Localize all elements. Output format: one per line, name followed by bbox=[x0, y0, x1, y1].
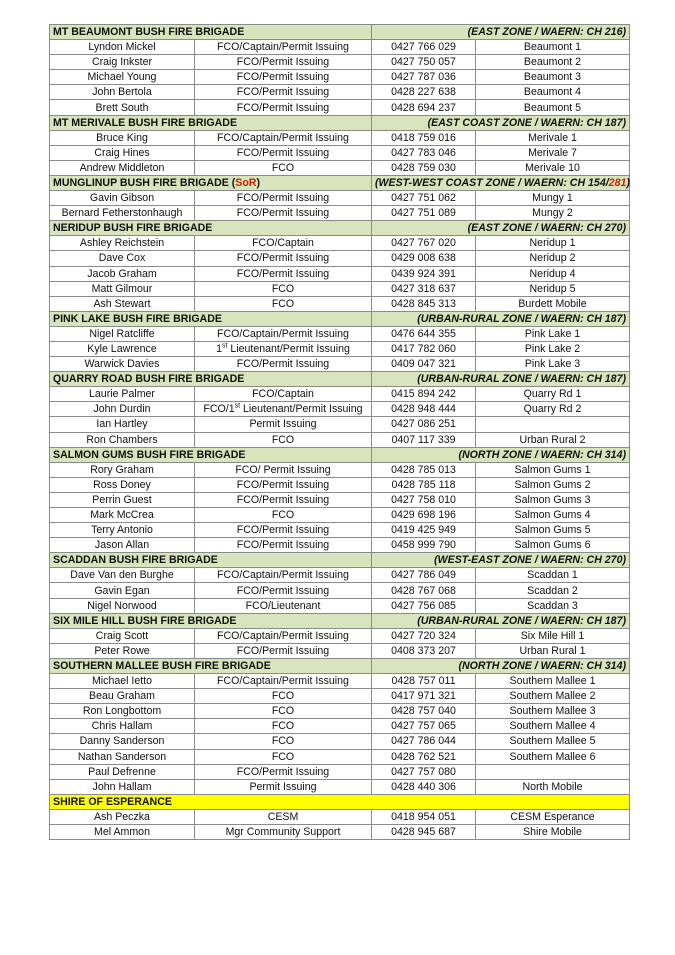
brigade-zone bbox=[372, 221, 630, 236]
table-row bbox=[50, 643, 630, 658]
contact-phone: 0429 008 638 bbox=[372, 251, 476, 266]
contact-name: Laurie Palmer bbox=[50, 387, 195, 402]
contact-phone: 0427 786 049 bbox=[372, 568, 476, 583]
contact-role: FCO bbox=[195, 432, 372, 447]
table-row bbox=[50, 402, 630, 417]
contact-phone: 0428 757 011 bbox=[372, 674, 476, 689]
radio-callsign: Mungy 1 bbox=[476, 191, 630, 206]
contact-role: FCO/Permit Issuing bbox=[195, 251, 372, 266]
contact-name: Matt Gilmour bbox=[50, 281, 195, 296]
brigade-name-text: QUARRY ROAD BUSH FIRE BRIGADE bbox=[53, 373, 245, 386]
contact-phone: 0428 694 237 bbox=[372, 100, 476, 115]
table-row bbox=[50, 538, 630, 553]
radio-callsign: Shire Mobile bbox=[476, 824, 630, 839]
contact-role: FCO/Lieutenant bbox=[195, 598, 372, 613]
table-row bbox=[50, 674, 630, 689]
brigade-zone-text: (EAST ZONE / WAERN: CH 216) bbox=[467, 26, 626, 39]
table-row bbox=[50, 568, 630, 583]
contact-phone: 0427 756 085 bbox=[372, 598, 476, 613]
contact-role: FCO/Captain/Permit Issuing bbox=[195, 674, 372, 689]
contact-name: Ian Hartley bbox=[50, 417, 195, 432]
brigade-zone-text: (EAST COAST ZONE / WAERN: CH 187) bbox=[427, 116, 626, 129]
brigade-zone bbox=[372, 311, 630, 326]
brigade-name-text: SOUTHERN MALLEE BUSH FIRE BRIGADE bbox=[53, 659, 271, 672]
contact-phone: 0427 783 046 bbox=[372, 145, 476, 160]
contact-name: Terry Antonio bbox=[50, 523, 195, 538]
brigade-name-text: SIX MILE HILL BUSH FIRE BRIGADE bbox=[53, 614, 237, 627]
radio-callsign: Merivale 1 bbox=[476, 130, 630, 145]
table-row bbox=[50, 432, 630, 447]
radio-callsign: Beaumont 4 bbox=[476, 85, 630, 100]
table-row bbox=[50, 749, 630, 764]
contact-phone: 0427 757 080 bbox=[372, 764, 476, 779]
table-row bbox=[50, 281, 630, 296]
contact-name: Mark McCrea bbox=[50, 508, 195, 523]
contact-role: FCO bbox=[195, 508, 372, 523]
brigade-name-text: PINK LAKE BUSH FIRE BRIGADE bbox=[53, 312, 222, 325]
contact-role: Mgr Community Support bbox=[195, 824, 372, 839]
brigade-name-tail: ) bbox=[256, 176, 260, 189]
brigade-name-text: NERIDUP BUSH FIRE BRIGADE bbox=[53, 222, 213, 235]
contact-name: Bernard Fetherstonhaugh bbox=[50, 206, 195, 221]
radio-callsign: North Mobile bbox=[476, 779, 630, 794]
radio-callsign: Neridup 2 bbox=[476, 251, 630, 266]
table-row bbox=[50, 357, 630, 372]
radio-callsign: Salmon Gums 6 bbox=[476, 538, 630, 553]
brigade-zone-text: (URBAN-RURAL ZONE / WAERN: CH 187) bbox=[417, 614, 626, 627]
radio-callsign: Salmon Gums 2 bbox=[476, 477, 630, 492]
table-row bbox=[50, 55, 630, 70]
contact-name: Warwick Davies bbox=[50, 357, 195, 372]
radio-callsign: Quarry Rd 1 bbox=[476, 387, 630, 402]
contact-name: Craig Scott bbox=[50, 628, 195, 643]
radio-callsign: Salmon Gums 5 bbox=[476, 523, 630, 538]
contact-role: FCO/ Permit Issuing bbox=[195, 462, 372, 477]
brigade-name-text: SALMON GUMS BUSH FIRE BRIGADE bbox=[53, 448, 246, 461]
table-row bbox=[50, 296, 630, 311]
contact-phone: 0427 751 089 bbox=[372, 206, 476, 221]
contact-role: FCO bbox=[195, 719, 372, 734]
radio-callsign bbox=[476, 764, 630, 779]
radio-callsign: Pink Lake 2 bbox=[476, 341, 630, 356]
contact-phone: 0427 786 044 bbox=[372, 734, 476, 749]
brigade-zone-text: (WEST-WEST COAST ZONE / WAERN: CH 154/ bbox=[375, 176, 609, 189]
contact-name: Dave Cox bbox=[50, 251, 195, 266]
table-row bbox=[50, 508, 630, 523]
radio-callsign: Pink Lake 1 bbox=[476, 326, 630, 341]
contact-role: Permit Issuing bbox=[195, 779, 372, 794]
contact-name: Michael Young bbox=[50, 70, 195, 85]
contact-role: FCO/Captain/Permit Issuing bbox=[195, 326, 372, 341]
contact-name: Brett South bbox=[50, 100, 195, 115]
brigade-zone-text: (NORTH ZONE / WAERN: CH 314) bbox=[458, 448, 626, 461]
contact-phone: 0418 954 051 bbox=[372, 809, 476, 824]
contact-name: Nigel Ratcliffe bbox=[50, 326, 195, 341]
contact-name: Andrew Middleton bbox=[50, 160, 195, 175]
table-row bbox=[50, 523, 630, 538]
contact-phone: 0407 117 339 bbox=[372, 432, 476, 447]
contact-phone: 0428 767 068 bbox=[372, 583, 476, 598]
contact-role: FCO/Permit Issuing bbox=[195, 100, 372, 115]
contact-role: FCO/Permit Issuing bbox=[195, 477, 372, 492]
contact-name: Ashley Reichstein bbox=[50, 236, 195, 251]
contact-name: Nigel Norwood bbox=[50, 598, 195, 613]
contact-name: Ash Peczka bbox=[50, 809, 195, 824]
brigade-contact-table bbox=[49, 24, 630, 840]
radio-callsign: Scaddan 2 bbox=[476, 583, 630, 598]
contact-phone: 0427 751 062 bbox=[372, 191, 476, 206]
radio-callsign: Salmon Gums 1 bbox=[476, 462, 630, 477]
brigade-zone bbox=[372, 115, 630, 130]
contact-name: Peter Rowe bbox=[50, 643, 195, 658]
radio-callsign: CESM Esperance bbox=[476, 809, 630, 824]
brigade-zone bbox=[372, 372, 630, 387]
contact-role: FCO/Captain bbox=[195, 236, 372, 251]
brigade-zone-text: (EAST ZONE / WAERN: CH 270) bbox=[467, 222, 626, 235]
section-header bbox=[50, 447, 630, 462]
contact-role-text: FCO/1 bbox=[203, 403, 235, 416]
section-header bbox=[50, 115, 630, 130]
radio-callsign bbox=[476, 417, 630, 432]
contact-name: Ron Chambers bbox=[50, 432, 195, 447]
brigade-zone-highlight: 281 bbox=[608, 176, 627, 189]
contact-name: Michael Ietto bbox=[50, 674, 195, 689]
radio-callsign: Southern Mallee 3 bbox=[476, 704, 630, 719]
contact-name: Paul Defrenne bbox=[50, 764, 195, 779]
table-row bbox=[50, 40, 630, 55]
section-header bbox=[50, 553, 630, 568]
brigade-name-text: MT BEAUMONT BUSH FIRE BRIGADE bbox=[53, 26, 245, 39]
table-row bbox=[50, 191, 630, 206]
section-header bbox=[50, 658, 630, 673]
contact-name: Gavin Egan bbox=[50, 583, 195, 598]
contact-phone: 0427 750 057 bbox=[372, 55, 476, 70]
brigade-zone bbox=[372, 553, 630, 568]
contact-name: Ron Longbottom bbox=[50, 704, 195, 719]
contact-role: FCO/Permit Issuing bbox=[195, 266, 372, 281]
brigade-name-highlight: SoR bbox=[235, 176, 257, 189]
contact-role: FCO/Captain/Permit Issuing bbox=[195, 40, 372, 55]
table-row bbox=[50, 145, 630, 160]
contact-role: FCO/Permit Issuing bbox=[195, 357, 372, 372]
contact-name: Dave Van den Burghe bbox=[50, 568, 195, 583]
brigade-name bbox=[50, 553, 372, 568]
contact-phone: 0427 318 637 bbox=[372, 281, 476, 296]
contact-phone: 0427 767 020 bbox=[372, 236, 476, 251]
radio-callsign: Beaumont 1 bbox=[476, 40, 630, 55]
brigade-zone-text: (URBAN-RURAL ZONE / WAERN: CH 187) bbox=[417, 373, 626, 386]
section-header bbox=[50, 25, 630, 40]
brigade-zone bbox=[372, 175, 630, 190]
contact-phone: 0428 440 306 bbox=[372, 779, 476, 794]
contact-name: Kyle Lawrence bbox=[50, 341, 195, 356]
contact-role: FCO bbox=[195, 689, 372, 704]
contact-role: FCO/Captain/Permit Issuing bbox=[195, 628, 372, 643]
contact-role: FCO/Permit Issuing bbox=[195, 85, 372, 100]
brigade-name bbox=[50, 794, 630, 809]
contact-phone: 0458 999 790 bbox=[372, 538, 476, 553]
radio-callsign: Mungy 2 bbox=[476, 206, 630, 221]
radio-callsign: Beaumont 3 bbox=[476, 70, 630, 85]
contact-role: FCO/Permit Issuing bbox=[195, 643, 372, 658]
ordinal-suffix: st bbox=[221, 342, 228, 350]
brigade-name bbox=[50, 447, 372, 462]
contact-role: FCO/Permit Issuing bbox=[195, 145, 372, 160]
contact-phone: 0427 766 029 bbox=[372, 40, 476, 55]
section-header bbox=[50, 311, 630, 326]
contact-role: FCO/Permit Issuing bbox=[195, 523, 372, 538]
table-row bbox=[50, 779, 630, 794]
radio-callsign: Urban Rural 1 bbox=[476, 643, 630, 658]
brigade-name-text: MUNGLINUP BUSH FIRE BRIGADE ( bbox=[53, 176, 236, 189]
contact-role: FCO/Captain/Permit Issuing bbox=[195, 568, 372, 583]
contact-name: Jason Allan bbox=[50, 538, 195, 553]
brigade-name bbox=[50, 613, 372, 628]
contact-phone: 0419 425 949 bbox=[372, 523, 476, 538]
contact-phone: 0428 759 030 bbox=[372, 160, 476, 175]
radio-callsign: Neridup 4 bbox=[476, 266, 630, 281]
radio-callsign: Six Mile Hill 1 bbox=[476, 628, 630, 643]
section-header bbox=[50, 175, 630, 190]
contact-role: FCO/Permit Issuing bbox=[195, 583, 372, 598]
radio-callsign: Neridup 5 bbox=[476, 281, 630, 296]
contact-role: FCO bbox=[195, 704, 372, 719]
contact-name: Nathan Sanderson bbox=[50, 749, 195, 764]
brigade-zone bbox=[372, 25, 630, 40]
table-row bbox=[50, 477, 630, 492]
radio-callsign: Pink Lake 3 bbox=[476, 357, 630, 372]
table-row bbox=[50, 85, 630, 100]
contact-name: Rory Graham bbox=[50, 462, 195, 477]
radio-callsign: Scaddan 1 bbox=[476, 568, 630, 583]
radio-callsign: Merivale 7 bbox=[476, 145, 630, 160]
radio-callsign: Urban Rural 2 bbox=[476, 432, 630, 447]
contact-role: FCO bbox=[195, 749, 372, 764]
table-row bbox=[50, 719, 630, 734]
table-row bbox=[50, 417, 630, 432]
brigade-zone-tail: ) bbox=[626, 176, 630, 189]
contact-phone: 0418 759 016 bbox=[372, 130, 476, 145]
contact-name: Ash Stewart bbox=[50, 296, 195, 311]
contact-phone: 0415 894 242 bbox=[372, 387, 476, 402]
section-header bbox=[50, 372, 630, 387]
brigade-name-text: MT MERIVALE BUSH FIRE BRIGADE bbox=[53, 116, 238, 129]
radio-callsign: Beaumont 2 bbox=[476, 55, 630, 70]
brigade-zone-text: (URBAN-RURAL ZONE / WAERN: CH 187) bbox=[417, 312, 626, 325]
brigade-name bbox=[50, 311, 372, 326]
table-row bbox=[50, 251, 630, 266]
brigade-zone-text: (WEST-EAST ZONE / WAERN: CH 270) bbox=[434, 554, 626, 567]
contact-role: CESM bbox=[195, 809, 372, 824]
table-row bbox=[50, 206, 630, 221]
table-row bbox=[50, 492, 630, 507]
table-row bbox=[50, 598, 630, 613]
table-row bbox=[50, 734, 630, 749]
contact-name: Gavin Gibson bbox=[50, 191, 195, 206]
contact-phone: 0428 227 638 bbox=[372, 85, 476, 100]
contact-role: FCO/Captain bbox=[195, 387, 372, 402]
contact-phone: 0428 762 521 bbox=[372, 749, 476, 764]
contact-name: Danny Sanderson bbox=[50, 734, 195, 749]
table-row bbox=[50, 462, 630, 477]
brigade-name bbox=[50, 175, 372, 190]
table-row bbox=[50, 583, 630, 598]
section-header bbox=[50, 221, 630, 236]
brigade-zone bbox=[372, 658, 630, 673]
contact-role: FCO/Permit Issuing bbox=[195, 70, 372, 85]
contact-name: Beau Graham bbox=[50, 689, 195, 704]
table-row bbox=[50, 130, 630, 145]
table-row bbox=[50, 387, 630, 402]
contact-phone: 0427 787 036 bbox=[372, 70, 476, 85]
contact-role bbox=[195, 341, 372, 356]
table-row bbox=[50, 236, 630, 251]
contact-name: Mel Ammon bbox=[50, 824, 195, 839]
contact-phone: 0428 757 040 bbox=[372, 704, 476, 719]
contact-role bbox=[195, 402, 372, 417]
contact-phone: 0427 720 324 bbox=[372, 628, 476, 643]
contact-name: Craig Inkster bbox=[50, 55, 195, 70]
contact-phone: 0428 785 118 bbox=[372, 477, 476, 492]
contact-name: Jacob Graham bbox=[50, 266, 195, 281]
contact-phone: 0427 758 010 bbox=[372, 492, 476, 507]
section-header bbox=[50, 613, 630, 628]
contact-name: Perrin Guest bbox=[50, 492, 195, 507]
contact-role: FCO/Permit Issuing bbox=[195, 191, 372, 206]
radio-callsign: Salmon Gums 3 bbox=[476, 492, 630, 507]
contact-name: Lyndon Mickel bbox=[50, 40, 195, 55]
contact-role-text: 1 bbox=[216, 343, 222, 356]
table-row bbox=[50, 824, 630, 839]
contact-role: FCO/Captain/Permit Issuing bbox=[195, 130, 372, 145]
contact-role-text-rest: Lieutenant/Permit Issuing bbox=[227, 343, 350, 356]
radio-callsign: Beaumont 5 bbox=[476, 100, 630, 115]
brigade-name bbox=[50, 221, 372, 236]
radio-callsign: Neridup 1 bbox=[476, 236, 630, 251]
contact-phone: 0476 644 355 bbox=[372, 326, 476, 341]
table-row bbox=[50, 266, 630, 281]
ordinal-suffix: st bbox=[234, 402, 241, 410]
contact-role: FCO/Permit Issuing bbox=[195, 492, 372, 507]
section-header bbox=[50, 794, 630, 809]
contact-name: John Hallam bbox=[50, 779, 195, 794]
contact-phone: 0409 047 321 bbox=[372, 357, 476, 372]
contact-role: FCO/Permit Issuing bbox=[195, 55, 372, 70]
radio-callsign: Southern Mallee 1 bbox=[476, 674, 630, 689]
contact-role: FCO/Permit Issuing bbox=[195, 206, 372, 221]
brigade-zone bbox=[372, 447, 630, 462]
table-row bbox=[50, 764, 630, 779]
table-row bbox=[50, 160, 630, 175]
contact-phone: 0428 845 313 bbox=[372, 296, 476, 311]
contact-phone: 0428 945 687 bbox=[372, 824, 476, 839]
contact-phone: 0417 971 321 bbox=[372, 689, 476, 704]
brigade-name-text: SCADDAN BUSH FIRE BRIGADE bbox=[53, 554, 218, 567]
radio-callsign: Southern Mallee 5 bbox=[476, 734, 630, 749]
radio-callsign: Southern Mallee 4 bbox=[476, 719, 630, 734]
contact-name: John Bertola bbox=[50, 85, 195, 100]
table-row bbox=[50, 100, 630, 115]
contact-name: Ross Doney bbox=[50, 477, 195, 492]
radio-callsign: Southern Mallee 2 bbox=[476, 689, 630, 704]
radio-callsign: Burdett Mobile bbox=[476, 296, 630, 311]
table-row bbox=[50, 628, 630, 643]
table-row bbox=[50, 70, 630, 85]
contact-role: Permit Issuing bbox=[195, 417, 372, 432]
brigade-name-text: SHIRE OF ESPERANCE bbox=[53, 795, 172, 808]
brigade-name bbox=[50, 658, 372, 673]
table-row bbox=[50, 341, 630, 356]
contact-name: Craig Hines bbox=[50, 145, 195, 160]
contact-phone: 0417 782 060 bbox=[372, 341, 476, 356]
brigade-name bbox=[50, 115, 372, 130]
contact-name: Chris Hallam bbox=[50, 719, 195, 734]
brigade-name bbox=[50, 25, 372, 40]
contact-role: FCO bbox=[195, 160, 372, 175]
table-row bbox=[50, 326, 630, 341]
contact-name: John Durdin bbox=[50, 402, 195, 417]
contact-phone: 0429 698 196 bbox=[372, 508, 476, 523]
brigade-name bbox=[50, 372, 372, 387]
contact-phone: 0427 086 251 bbox=[372, 417, 476, 432]
contact-role: FCO bbox=[195, 281, 372, 296]
radio-callsign: Merivale 10 bbox=[476, 160, 630, 175]
contact-role: FCO/Permit Issuing bbox=[195, 764, 372, 779]
radio-callsign: Quarry Rd 2 bbox=[476, 402, 630, 417]
contact-role-text-rest: Lieutenant/Permit Issuing bbox=[240, 403, 363, 416]
radio-callsign: Scaddan 3 bbox=[476, 598, 630, 613]
table-row bbox=[50, 689, 630, 704]
brigade-zone bbox=[372, 613, 630, 628]
radio-callsign: Southern Mallee 6 bbox=[476, 749, 630, 764]
contact-phone: 0428 948 444 bbox=[372, 402, 476, 417]
table-row bbox=[50, 809, 630, 824]
contact-name: Bruce King bbox=[50, 130, 195, 145]
table-row bbox=[50, 704, 630, 719]
contact-role: FCO bbox=[195, 734, 372, 749]
radio-callsign: Salmon Gums 4 bbox=[476, 508, 630, 523]
contact-phone: 0427 757 065 bbox=[372, 719, 476, 734]
brigade-zone-text: (NORTH ZONE / WAERN: CH 314) bbox=[458, 659, 626, 672]
contact-role: FCO bbox=[195, 296, 372, 311]
contact-phone: 0408 373 207 bbox=[372, 643, 476, 658]
contact-role: FCO/Permit Issuing bbox=[195, 538, 372, 553]
contact-phone: 0439 924 391 bbox=[372, 266, 476, 281]
contact-phone: 0428 785 013 bbox=[372, 462, 476, 477]
